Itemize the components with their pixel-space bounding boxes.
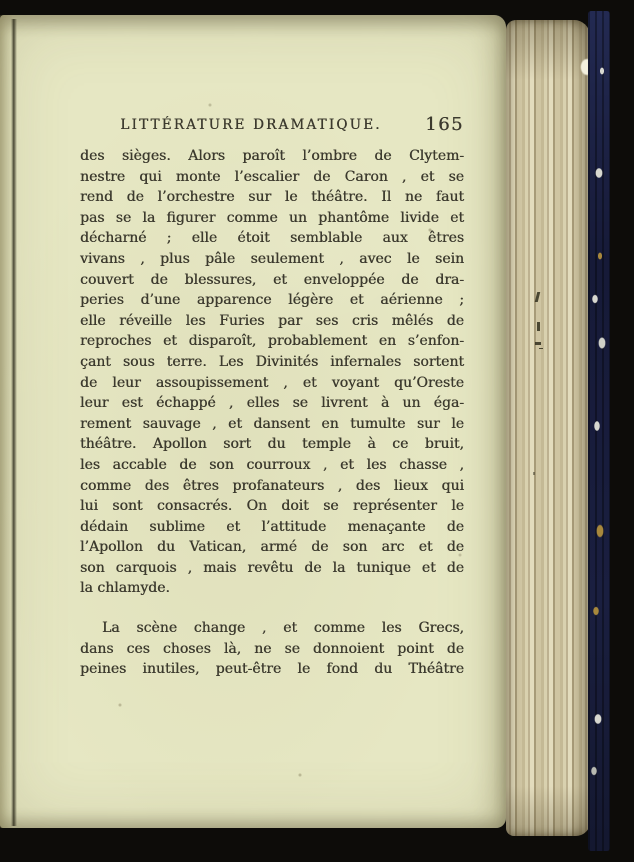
text-line: lui sont consacrés. On doit se représenter le [80,498,464,515]
body-text [80,146,464,680]
text-line: dédain sublime et l’attitude menaçante de [80,518,464,535]
page-number: 165 [425,114,464,135]
text-line: de leur assoupissement , et voyant qu’Oreste [80,374,464,391]
text-line: dans ces choses là, ne se donnoient point de [80,640,464,657]
running-header [80,114,464,137]
text-line: couvert de blessures, et enveloppée de dra- [80,271,464,288]
text-line: les accable de son courroux , et les chasse , [80,456,464,473]
gutter-crease [11,19,17,826]
text-line: pas se la figurer comme un phantôme livide et [80,209,464,226]
paragraph [80,618,464,680]
text-line: peines inutiles, peut-être le fond du Théâtre [80,661,464,678]
text-line: çant sous terre. Les Divinités infernales sortent [80,353,464,370]
marbled-cover-edge [588,11,610,851]
text-line: elle réveille les Furies par ses cris mêlés de [80,312,464,329]
text-line: des sièges. Alors paroît l’ombre de Clytem- [80,148,464,164]
text-line: leur est échappé , elles se livrent à un éga- [80,395,464,412]
fore-edge-ink-mark [533,472,535,475]
text-line: son carquois , mais revêtu de la tunique et de [80,559,464,576]
text-line: la chlamyde. [80,580,170,597]
text-line: vivans , plus pâle seulement , avec le sein [80,250,464,267]
paragraph [80,146,464,599]
fore-edge-ink-mark [537,322,540,331]
text-line: décharné ; elle étoit semblable aux êtres [80,230,464,247]
fore-edge-ink-mark [535,342,541,345]
text-line: rement sauvage , et dansent en tumulte sur le [80,415,464,432]
text-line: rend de l’orchestre sur le théâtre. Il ne faut [80,189,464,206]
text-line: comme des êtres profanateurs , des lieux qui [80,477,464,494]
running-title: LITTÉRATURE DRAMATIQUE. [120,117,382,133]
text-line: nestre qui monte l’escalier de Caron , et se [80,168,464,185]
book-page [0,15,506,828]
fore-edge-ink-mark [535,292,540,302]
text-line: théâtre. Apollon sort du temple à ce bruit, [80,436,464,453]
text-line: La scène change , et comme les Grecs, [102,620,464,637]
text-line: l’Apollon du Vatican, armé de son arc et de [80,539,464,556]
text-line: reproches et disparoît, probablement en s’enfon- [80,333,464,350]
text-line: peries d’une apparence légère et aérienne ; [80,292,464,309]
fore-edge-pages [506,20,590,836]
page-text [80,114,464,680]
